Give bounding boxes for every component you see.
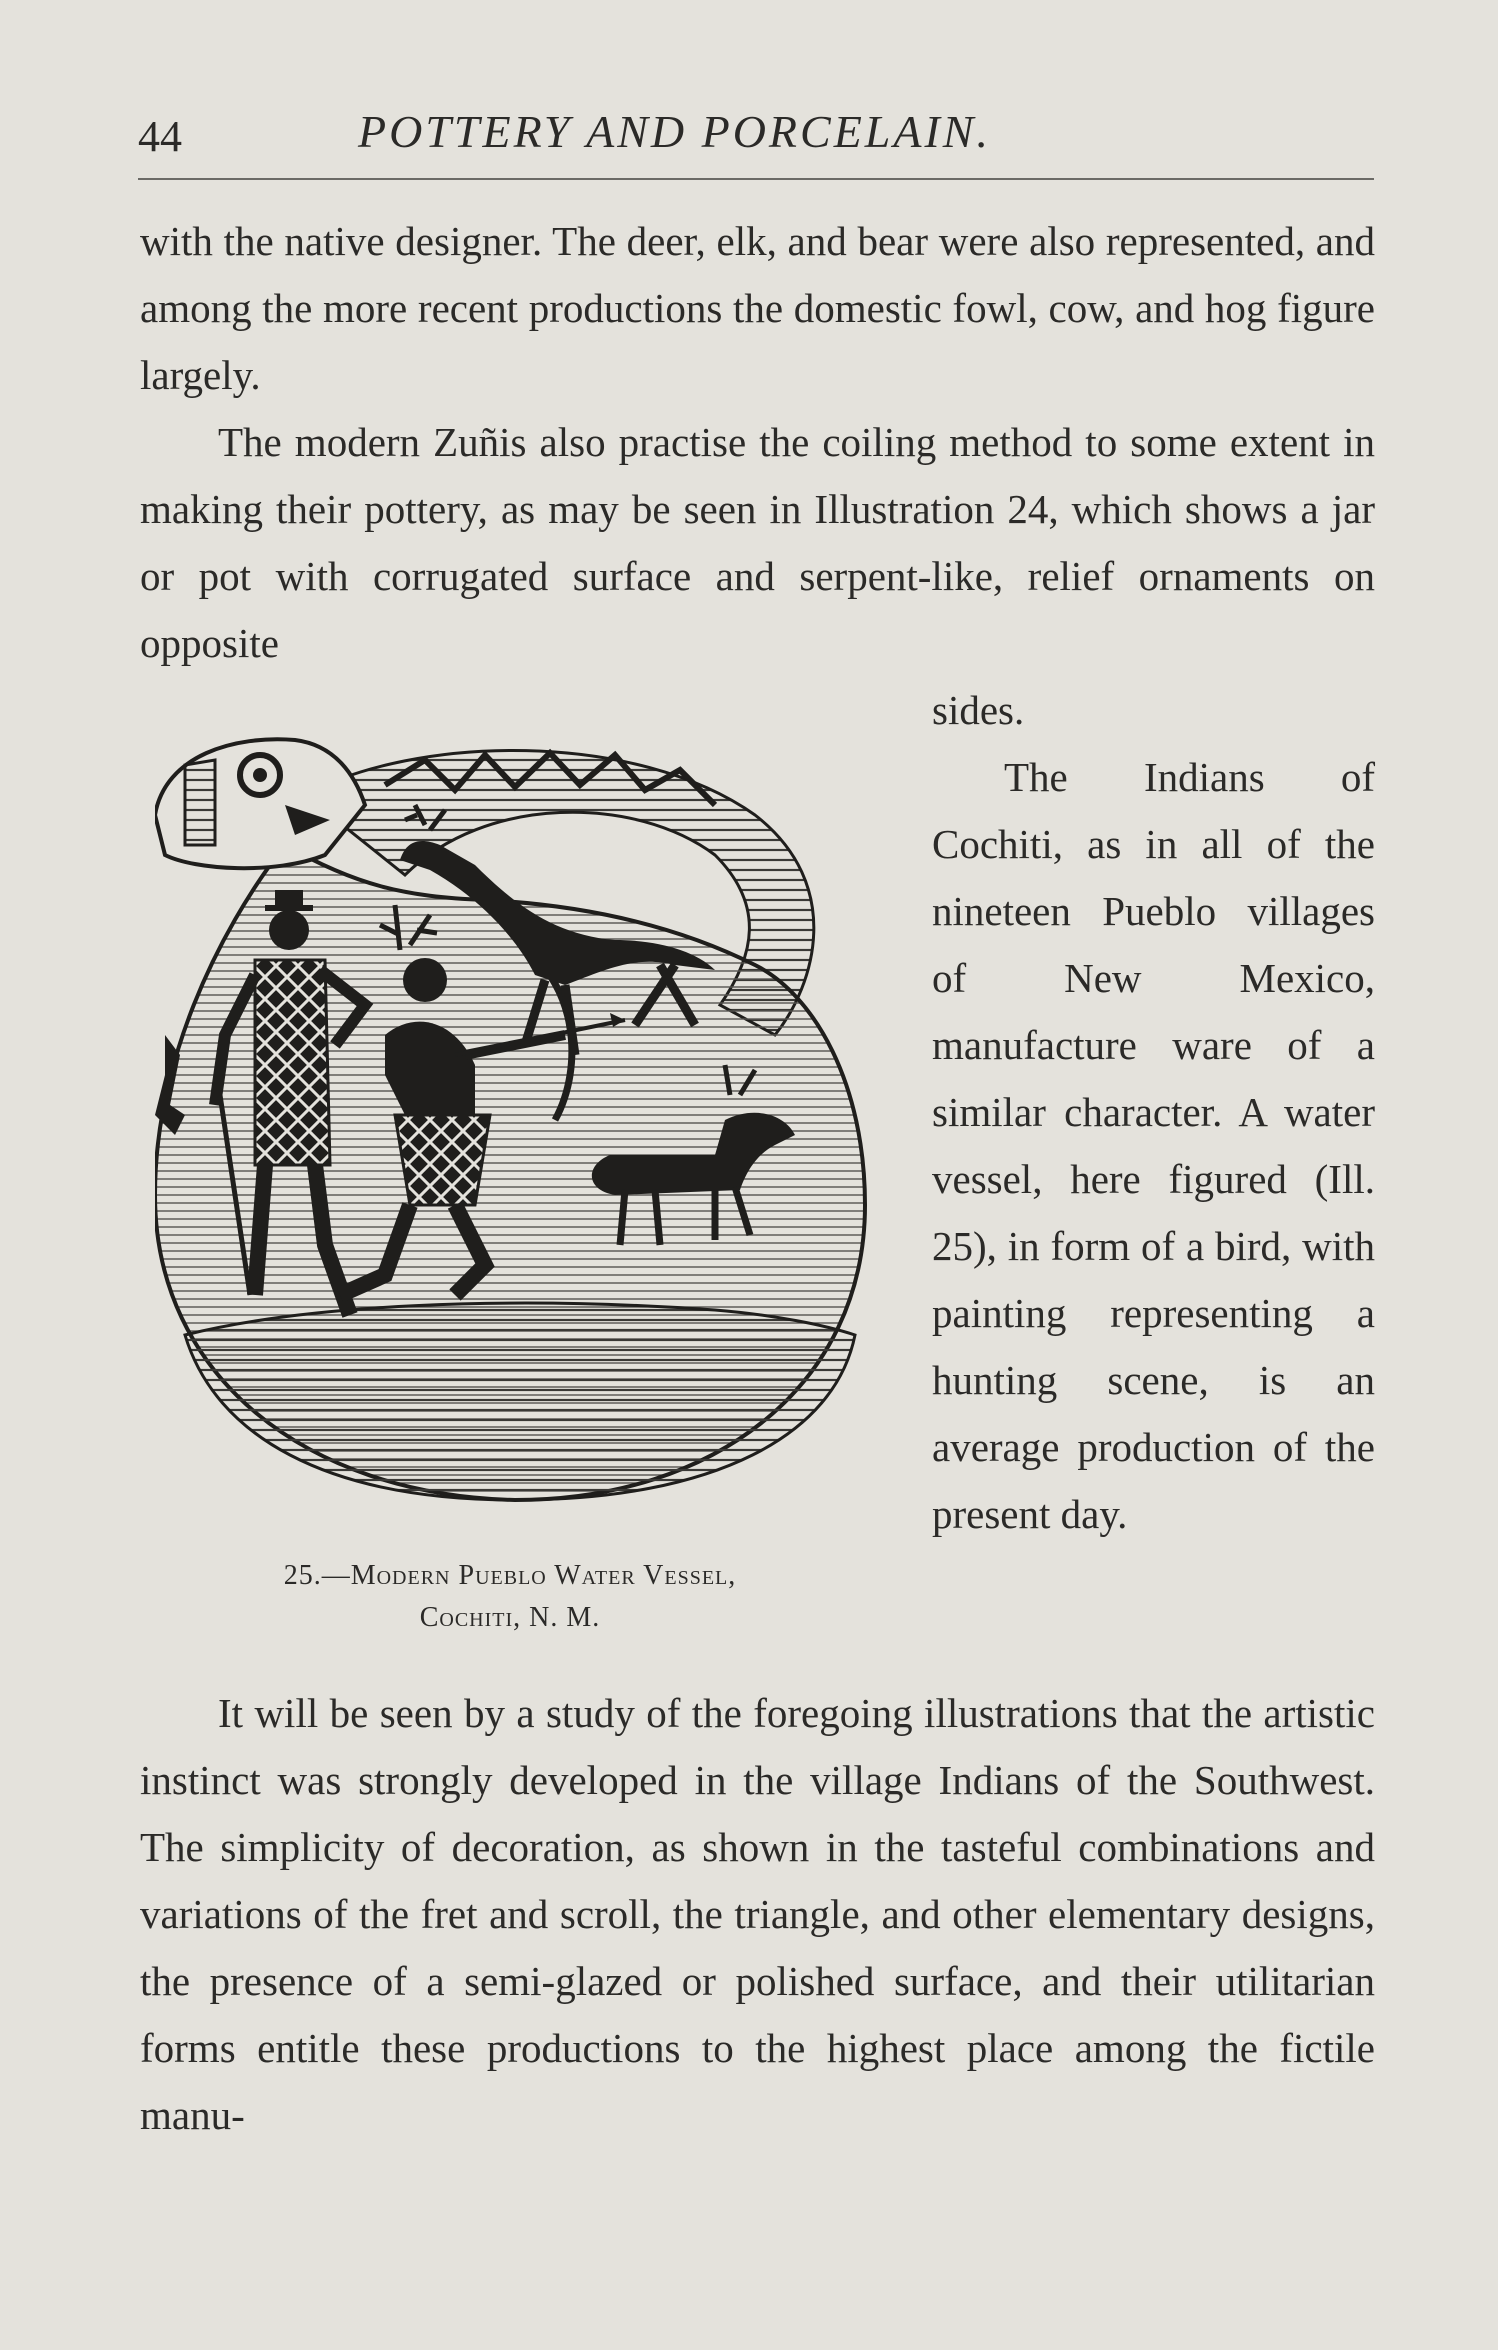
caption-line-1: 25.—Modern Pueblo Water Vessel, bbox=[283, 1560, 737, 1591]
header-rule bbox=[138, 178, 1374, 180]
paragraph-zunis: The modern Zuñis also practise the coiling method to some extent in making their pottery, as may be seen in Illustration 24, which shows a jar or pot with corrugated surface and serpent-like, relief ornaments on opposite bbox=[140, 419, 1375, 666]
running-title: POTTERY AND PORCELAIN. bbox=[358, 106, 991, 157]
paragraph-conclusion: It will be seen by a study of the foregoing illustrations that the artistic instinct was strongly developed in the village Indians of the Southwest. The simplicity of decoration, as shown in the tasteful combinations and variations of the fret and scroll, the triangle, and other elementary designs, the presence of a semi-glazed or polished surface, and their utilitarian forms entitle these productions to the highest place among the fictile manu- bbox=[140, 1690, 1375, 2138]
text-bottom bbox=[140, 1680, 1375, 2149]
running-head bbox=[138, 105, 1374, 165]
figure-caption bbox=[150, 1555, 870, 1639]
text-top bbox=[140, 208, 1375, 677]
side-column bbox=[932, 677, 1375, 1548]
illustration-water-vessel bbox=[155, 735, 885, 1535]
side-text-sides: sides. bbox=[932, 687, 1025, 733]
paragraph-cochiti: The Indians of Cochiti, as in all of the nineteen Pueblo villages of New Mexico, manufacture ware of a similar character. A water vessel, here figured (Ill. 25), in form of a bird, with painting representing a hunting scene, is an average production of the present day. bbox=[932, 754, 1375, 1537]
paragraph-continuation: with the native designer. The deer, elk, and bear were also represented, and among the more recent productions the domestic fowl, cow, and hog figure largely. bbox=[140, 218, 1375, 398]
page-number: 44 bbox=[138, 112, 182, 161]
water-vessel-engraving bbox=[155, 735, 885, 1535]
caption-line-2: Cochiti, N. M. bbox=[419, 1602, 601, 1633]
